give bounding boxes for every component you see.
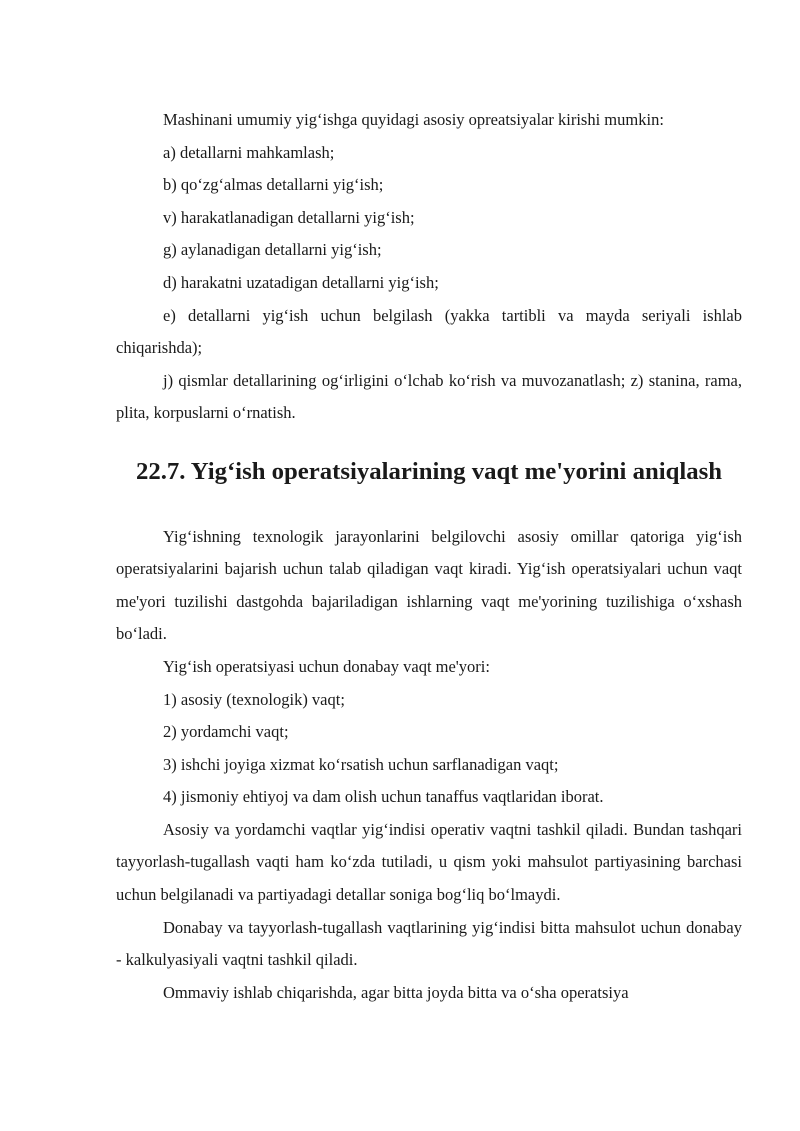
list-item: b) qo‘zg‘almas detallarni yig‘ish; bbox=[163, 175, 384, 195]
paragraph: Yig‘ishning texnologik jarayonlarini belgilovchi asosiy omillar qatoriga yig‘ish operatsiyalarini bajarish uchun talab qiladigan vaqt kiradi. Yig‘ish operatsiyalari uchun vaqt me'yori tuzilishi dastgohda bajariladigan ishlarning vaqt me'yorining tuzilishiga o‘xshash bo‘ladi. bbox=[116, 526, 742, 644]
list-item: a) detallarni mahkamlash; bbox=[163, 142, 335, 162]
list-item: j) qismlar detallarining og‘irligini o‘lchab ko‘rish va muvozanatlash; z) stanina, rama, plita, korpuslarni o‘rnatish. bbox=[116, 370, 742, 423]
assembly-operations-intro: Mashinani umumiy yig‘ishga quyidagi asosiy opreatsiyalar kirishi mumkin: bbox=[163, 110, 664, 129]
time-norm-intro: Yig‘ish operatsiyasi uchun donabay vaqt me'yori: bbox=[163, 656, 490, 676]
list-item: 1) asosiy (texnologik) vaqt; bbox=[163, 689, 345, 709]
document-page bbox=[116, 104, 742, 1009]
paragraph: Donabay va tayyorlash-tugallash vaqtlarining yig‘indisi bitta mahsulot uchun donabay - kalkulyasiyali vaqtni tashkil qiladi. bbox=[116, 917, 742, 970]
list-item: g) aylanadigan detallarni yig‘ish; bbox=[163, 240, 382, 260]
paragraph: Asosiy va yordamchi vaqtlar yig‘indisi operativ vaqtni tashkil qiladi. Bundan tashqari tayyorlash-tugallash vaqti ham ko‘zda tutiladi, u qism yoki mahsulot partiyasining barchasi uchun belgilanadi va partiyadagi detallar soniga bog‘liq bo‘lmaydi. bbox=[116, 819, 742, 905]
section-heading: 22.7. Yig‘ish operatsiyalarining vaqt me'yorini aniqlash bbox=[135, 457, 723, 485]
paragraph: Ommaviy ishlab chiqarishda, agar bitta joyda bitta va o‘sha operatsiya bbox=[163, 982, 629, 1002]
list-item: 4) jismoniy ehtiyoj va dam olish uchun tanaffus vaqtlaridan iborat. bbox=[163, 787, 604, 807]
list-item: e) detallarni yig‘ish uchun belgilash (yakka tartibli va mayda seriyali ishlab chiqarishda); bbox=[116, 305, 742, 358]
list-item: 3) ishchi joyiga xizmat ko‘rsatish uchun sarflanadigan vaqt; bbox=[163, 754, 559, 774]
list-item: 2) yordamchi vaqt; bbox=[163, 722, 289, 742]
list-item: d) harakatni uzatadigan detallarni yig‘ish; bbox=[163, 272, 439, 292]
list-item: v) harakatlanadigan detallarni yig‘ish; bbox=[163, 207, 415, 227]
